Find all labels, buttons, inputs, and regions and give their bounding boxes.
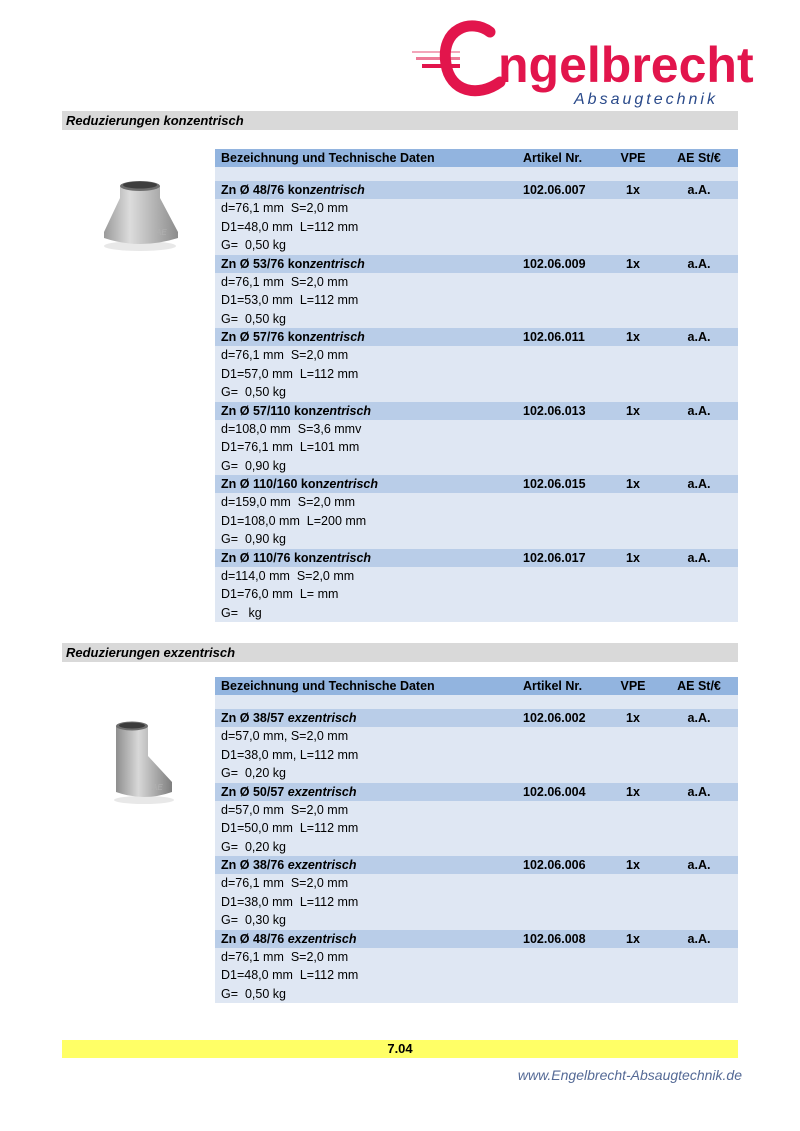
- product-name: [221, 783, 356, 801]
- spec-line: [215, 727, 738, 746]
- spec-text: D1=76,0 mm L= mm: [221, 587, 339, 601]
- eccentric-reducer-photo: [106, 716, 178, 806]
- section-title-eccentric: Reduzierungen exzentrisch: [62, 643, 738, 662]
- product-row: [215, 930, 738, 948]
- product-name-type: zentrisch: [309, 183, 365, 197]
- spec-text: D1=76,1 mm L=101 mm: [221, 440, 360, 454]
- product-row: [215, 475, 738, 493]
- spec-line: [215, 746, 738, 765]
- price-value: a.A.: [687, 784, 711, 799]
- article-number: 102.06.015: [523, 477, 586, 491]
- vpe-value: 1x: [626, 931, 640, 946]
- product-name-type: exzentrisch: [287, 784, 357, 799]
- product-row: [215, 255, 738, 273]
- product-name-main: Zn Ø 57/110 kon: [221, 403, 317, 418]
- price-value: a.A.: [687, 183, 711, 197]
- spec-line: [215, 365, 738, 384]
- spec-text: d=76,1 mm S=2,0 mm: [221, 201, 349, 215]
- spec-line: [215, 948, 738, 967]
- spec-line: [215, 530, 738, 549]
- vpe-value: 1x: [626, 403, 640, 418]
- spec-text: d=114,0 mm S=2,0 mm: [221, 568, 355, 583]
- vpe-value: 1x: [626, 183, 640, 197]
- product-row: [215, 709, 738, 727]
- product-row: [215, 402, 738, 420]
- spec-text: d=57,0 mm S=2,0 mm: [221, 802, 349, 817]
- price-value: a.A.: [687, 550, 711, 565]
- price-value: a.A.: [687, 256, 711, 271]
- product-name-main: Zn Ø 48/76 kon: [221, 183, 310, 197]
- price-value: a.A.: [687, 711, 711, 725]
- spec-line: [215, 801, 738, 820]
- product-name-main: Zn Ø 110/160 kon: [221, 477, 324, 491]
- product-name: [221, 475, 378, 493]
- product-name-main: Zn Ø 57/76 kon: [221, 330, 310, 344]
- eccentric-table: [215, 677, 738, 1003]
- product-name-type: zentrisch: [309, 256, 365, 271]
- spec-text: d=57,0 mm, S=2,0 mm: [221, 729, 349, 743]
- spec-line: [215, 512, 738, 531]
- article-number: 102.06.009: [523, 256, 586, 271]
- spec-text: D1=50,0 mm L=112 mm: [221, 821, 359, 835]
- spec-line: [215, 874, 738, 893]
- spec-text: D1=38,0 mm L=112 mm: [221, 894, 359, 909]
- vpe-value: 1x: [626, 256, 640, 271]
- spec-text: G= 0,90 kg: [221, 532, 286, 546]
- spec-line: [215, 310, 738, 329]
- spec-line: [215, 966, 738, 985]
- spec-line: [215, 218, 738, 237]
- spec-text: D1=53,0 mm L=112 mm: [221, 293, 359, 307]
- product-name-type: zentrisch: [309, 330, 365, 344]
- spec-text: d=76,1 mm S=2,0 mm: [221, 876, 349, 890]
- product-name: [221, 549, 371, 567]
- spec-text: d=159,0 mm S=2,0 mm: [221, 495, 356, 509]
- svg-text:AE: AE: [152, 783, 163, 792]
- spec-line: [215, 199, 738, 218]
- product-row: [215, 181, 738, 199]
- price-value: a.A.: [687, 858, 711, 872]
- spec-line: [215, 273, 738, 292]
- product-name: [221, 402, 371, 420]
- vpe-value: 1x: [626, 711, 640, 725]
- spec-line: [215, 420, 738, 439]
- page-number: 7.04: [62, 1040, 738, 1058]
- product-name: [221, 181, 365, 199]
- article-number: 102.06.006: [523, 858, 586, 872]
- spec-text: G= 0,20 kg: [221, 839, 286, 854]
- table-header: Bezeichnung und Technische Daten Artikel Nr. VPE AE St/€: [215, 149, 738, 167]
- section-title-concentric: Reduzierungen konzentrisch: [62, 111, 738, 130]
- spec-line: [215, 985, 738, 1004]
- spec-text: d=76,1 mm S=2,0 mm: [221, 949, 349, 964]
- product-name-main: Zn Ø 53/76 kon: [221, 256, 310, 271]
- website-link[interactable]: www.Engelbrecht-Absaugtechnik.de: [517, 1067, 742, 1083]
- spec-line: [215, 764, 738, 783]
- article-number: 102.06.008: [523, 931, 586, 946]
- price-value: a.A.: [687, 330, 711, 344]
- article-number: 102.06.002: [523, 711, 586, 725]
- spec-text: D1=48,0 mm L=112 mm: [221, 219, 359, 234]
- spec-text: D1=108,0 mm L=200 mm: [221, 513, 367, 528]
- spec-line: [215, 493, 738, 512]
- price-value: a.A.: [687, 931, 711, 946]
- product-name-type: zentrisch: [316, 550, 372, 565]
- concentric-reducer-photo: [98, 172, 182, 252]
- product-name-main: Zn Ø 38/76: [221, 858, 288, 872]
- spec-text: G= 0,30 kg: [221, 913, 286, 927]
- svg-text:AE: AE: [156, 228, 167, 237]
- spec-text: G= 0,50 kg: [221, 385, 286, 399]
- table-spacer: [215, 695, 738, 709]
- spec-text: d=108,0 mm S=3,6 mmv: [221, 421, 362, 436]
- spec-text: G= 0,50 kg: [221, 986, 286, 1001]
- spec-text: D1=48,0 mm L=112 mm: [221, 968, 359, 982]
- engelbrecht-logo: [412, 20, 757, 112]
- price-value: a.A.: [687, 403, 711, 418]
- product-name: [221, 328, 365, 346]
- product-row: [215, 856, 738, 874]
- product-row: [215, 549, 738, 567]
- spec-text: G= 0,50 kg: [221, 238, 286, 252]
- svg-text:Absaugtechnik: Absaugtechnik: [574, 91, 718, 108]
- article-number: 102.06.011: [523, 330, 585, 344]
- table-spacer: [215, 167, 738, 181]
- spec-text: d=76,1 mm S=2,0 mm: [221, 348, 349, 362]
- product-name-type: exzentrisch: [287, 711, 357, 725]
- product-name-main: Zn Ø 48/76: [221, 931, 288, 946]
- spec-line: [215, 457, 738, 476]
- spec-line: [215, 838, 738, 857]
- vpe-value: 1x: [626, 550, 640, 565]
- article-number: 102.06.007: [523, 183, 586, 197]
- spec-text: G= kg: [221, 605, 262, 620]
- spec-line: [215, 585, 738, 604]
- spec-line: [215, 819, 738, 838]
- vpe-value: 1x: [626, 858, 640, 872]
- product-name: [221, 255, 365, 273]
- product-name-type: zentrisch: [316, 403, 372, 418]
- article-number: 102.06.017: [523, 550, 586, 565]
- spec-line: [215, 346, 738, 365]
- spec-text: G= 0,50 kg: [221, 311, 286, 326]
- product-name-main: Zn Ø 110/76 kon: [221, 550, 317, 565]
- product-name-main: Zn Ø 38/57: [221, 711, 288, 725]
- product-name: [221, 709, 356, 727]
- product-name-main: Zn Ø 50/57: [221, 784, 288, 799]
- table-header: Bezeichnung und Technische Daten Artikel Nr. VPE AE St/€: [215, 677, 738, 695]
- product-row: [215, 783, 738, 801]
- spec-text: G= 0,90 kg: [221, 458, 286, 473]
- spec-text: d=76,1 mm S=2,0 mm: [221, 274, 349, 289]
- product-name: [221, 930, 356, 948]
- article-number: 102.06.004: [523, 784, 586, 799]
- vpe-value: 1x: [626, 784, 640, 799]
- spec-text: D1=38,0 mm, L=112 mm: [221, 747, 359, 762]
- spec-line: [215, 893, 738, 912]
- spec-line: [215, 604, 738, 623]
- spec-line: [215, 911, 738, 930]
- spec-line: [215, 438, 738, 457]
- vpe-value: 1x: [626, 330, 640, 344]
- vpe-value: 1x: [626, 477, 640, 491]
- spec-text: G= 0,20 kg: [221, 766, 286, 780]
- spec-line: [215, 291, 738, 310]
- spec-line: [215, 236, 738, 255]
- article-number: 102.06.013: [523, 403, 586, 418]
- product-name-type: exzentrisch: [287, 858, 357, 872]
- svg-text:ngelbrecht: ngelbrecht: [498, 37, 754, 93]
- spec-line: [215, 567, 738, 586]
- spec-text: D1=57,0 mm L=112 mm: [221, 366, 359, 381]
- product-name-type: exzentrisch: [287, 931, 357, 946]
- product-name: [221, 856, 356, 874]
- price-value: a.A.: [687, 477, 711, 491]
- concentric-table: [215, 149, 738, 622]
- product-name-type: zentrisch: [323, 477, 379, 491]
- spec-line: [215, 383, 738, 402]
- product-row: [215, 328, 738, 346]
